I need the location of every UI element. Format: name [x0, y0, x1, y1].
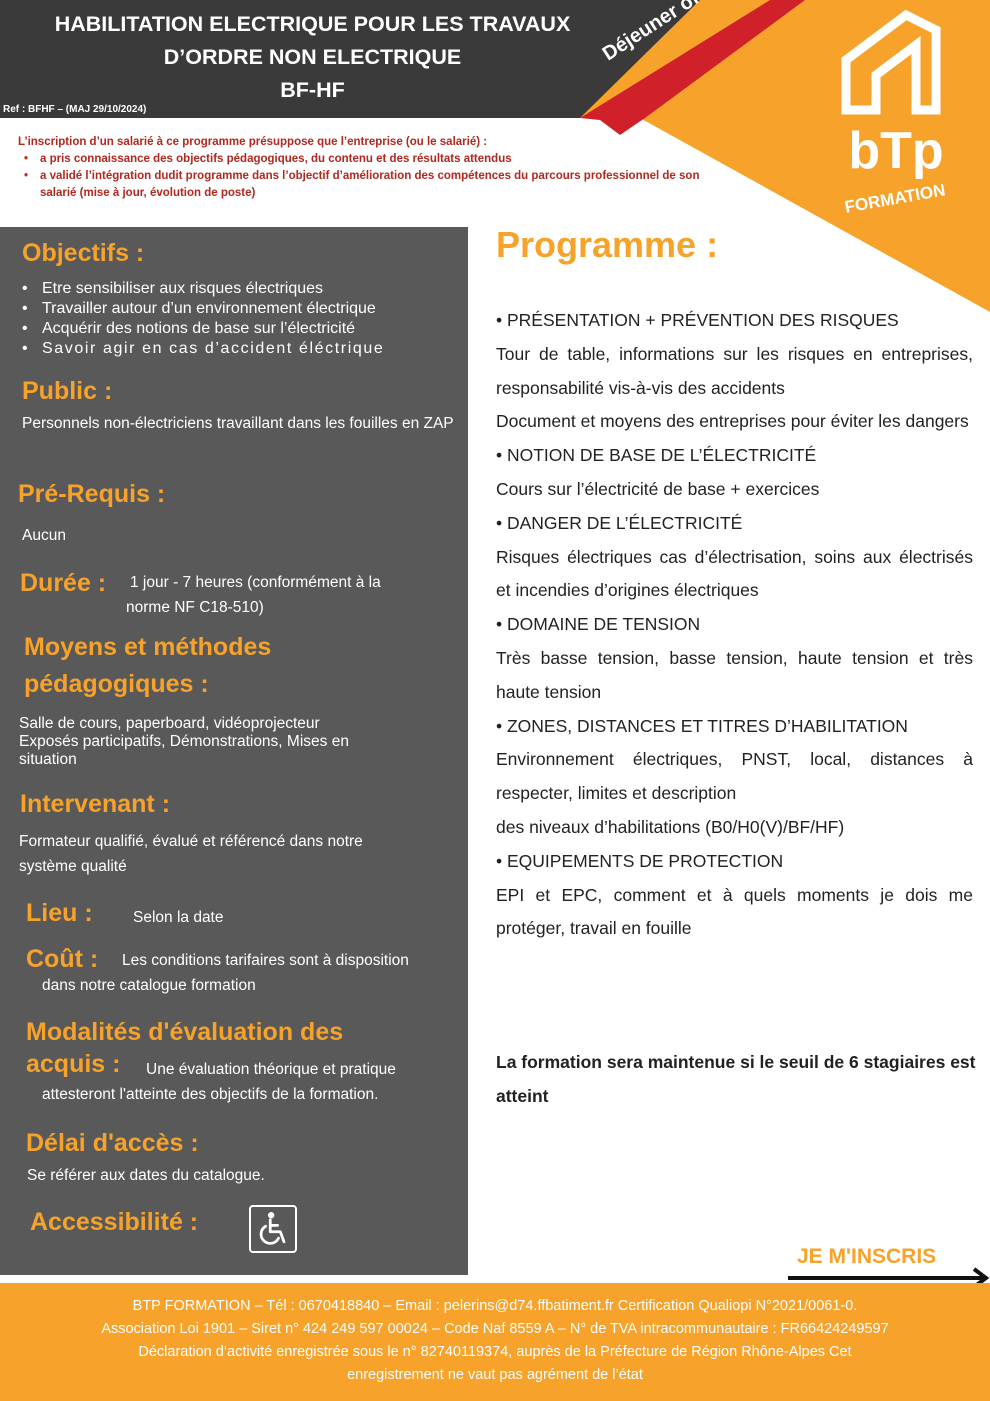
logo-building-shape [846, 15, 936, 110]
moyens-title-1: Moyens et méthodes [24, 633, 272, 661]
maintenance-note: La formation sera maintenue si le seuil de 6 stagiaires est atteint [496, 1052, 976, 1106]
programme-content [496, 304, 973, 946]
programme-line: Tour de table, informations sur les risques en entreprises, responsabilité vis-à-vis des accidents [496, 343, 973, 398]
lieu-title: Lieu : [26, 899, 93, 927]
objectifs-list [22, 279, 384, 359]
objectif-item: • Travailler autour d’un environnement électrique [22, 299, 384, 319]
notice-intro: L’inscription d’un salarié à ce programme présuppose que l’entreprise (ou le salarié) : [18, 136, 488, 148]
delai-title: Délai d'accès : [26, 1129, 199, 1157]
objectif-item: • Etre sensibiliser aux risques électriques [22, 279, 384, 299]
notice-item: • a pris connaissance des objectifs pédagogiques, du contenu et des résultats attendus [40, 151, 718, 168]
programme-title: Programme : [496, 224, 719, 265]
prerequis-text: Aucun [22, 527, 66, 544]
footer-line-3: Déclaration d’activité enregistrée sous le n° 82740119374, auprès de la Préfecture de Région Rhône-Alpes Cet [138, 1344, 852, 1360]
public-text: Personnels non-électriciens travaillant dans les fouilles en ZAP [22, 415, 454, 432]
objectifs-title: Objectifs : [22, 239, 145, 267]
intervenant-line-2: système qualité [19, 858, 127, 875]
footer-line-1: BTP FORMATION – Tél : 0670418840 – Email : pelerins@d74.ffbatiment.fr Certification Qualiopi N°2021/0061-0. [132, 1298, 858, 1314]
info-panel [0, 227, 468, 1275]
btp-logo [816, 0, 976, 220]
cout-line-2: dans notre catalogue formation [42, 977, 256, 994]
footer-line-2: Association Loi 1901 – Siret n° 424 249 597 00024 – Code Naf 8559 A – N° de TVA intracommunautaire : FR66424249597 [101, 1321, 889, 1337]
duree-line-1: 1 jour - 7 heures (conformément à la [130, 574, 381, 591]
programme-line: Environnement électriques, PNST, local, distances à respecter, limites et description [496, 749, 973, 804]
intervenant-line-1: Formateur qualifié, évalué et référencé dans notre [19, 833, 363, 850]
programme-line: • EQUIPEMENTS DE PROTECTION [496, 850, 784, 871]
prerequis-title: Pré-Requis : [18, 480, 166, 508]
accessibilite-title: Accessibilité : [30, 1208, 199, 1236]
logo-text: bTp [848, 122, 944, 180]
programme-line: Cours sur l’électricité de base + exercices [496, 478, 820, 499]
objectif-item: • Savoir agir en cas d’accident éléctrique [22, 339, 384, 359]
wheelchair-icon [249, 1205, 297, 1253]
programme-line: Risques électriques cas d’électrisation, soins aux électrisés et incendies d’origines électriques [496, 546, 973, 601]
inscription-link[interactable]: JE M'INSCRIS [797, 1245, 937, 1268]
footer-line-4: enregistrement ne vaut pas agrément de l’état [347, 1367, 643, 1383]
title-line-3: BF-HF [280, 78, 345, 102]
programme-line: EPI et EPC, comment et à quels moments je dois me protéger, travail en fouille [496, 884, 973, 939]
programme-line: • ZONES, DISTANCES ET TITRES D’HABILITATION [496, 715, 908, 736]
programme-line: des niveaux d’habilitations (B0/H0(V)/BF/HF) [496, 816, 845, 837]
programme-line: • NOTION DE BASE DE L’ÉLECTRICITÉ [496, 445, 817, 466]
programme-line: Document et moyens des entreprises pour éviter les dangers [496, 411, 969, 432]
objectif-item: • Acquérir des notions de base sur l’électricité [22, 319, 384, 339]
cout-title: Coût : [26, 945, 99, 973]
moyens-line-2: Exposés participatifs, Démonstrations, Mises en [19, 733, 349, 750]
modalites-line-1: Une évaluation théorique et pratique [146, 1061, 396, 1078]
cout-line-1: Les conditions tarifaires sont à disposition [122, 952, 409, 969]
logo-subtext: FORMATION [843, 180, 947, 217]
moyens-title-2: pédagogiques : [24, 670, 209, 698]
lieu-text: Selon la date [133, 909, 224, 926]
modalites-title-2: acquis : [26, 1050, 121, 1078]
notice-item: • a validé l’intégration dudit programme dans l’objectif d’amélioration des compétences du parcours professionnel de son salarié (mise à jour, évolution de poste) [40, 168, 718, 202]
footer [0, 1283, 990, 1401]
programme-line: Très basse tension, basse tension, haute tension et très haute tension [496, 647, 973, 702]
modalites-line-2: attesteront l'atteinte des objectifs de la formation. [42, 1086, 379, 1103]
delai-text: Se référer aux dates du catalogue. [27, 1167, 265, 1184]
modalites-title-1: Modalités d'évaluation des [26, 1018, 344, 1046]
public-title: Public : [22, 377, 113, 405]
title-line-1: HABILITATION ELECTRIQUE POUR LES TRAVAUX [54, 12, 571, 36]
moyens-line-1: Salle de cours, paperboard, vidéoprojecteur [19, 715, 320, 732]
duree-title: Durée : [20, 569, 107, 597]
reference-label: Ref : BFHF – (MAJ 29/10/2024) [3, 104, 147, 115]
prerequisite-notice [18, 134, 718, 202]
notice-list [18, 151, 718, 202]
programme-line: • PRÉSENTATION + PRÉVENTION DES RISQUES [496, 310, 899, 330]
intervenant-title: Intervenant : [20, 790, 171, 818]
programme-line: • DOMAINE DE TENSION [496, 614, 701, 635]
duree-line-2: norme NF C18-510) [126, 599, 264, 616]
moyens-line-3: situation [19, 751, 77, 768]
title-line-2: D’ORDRE NON ELECTRIQUE [163, 45, 462, 69]
ribbon-tail [580, 118, 645, 135]
programme-line: • DANGER DE L’ÉLECTRICITÉ [496, 512, 743, 533]
